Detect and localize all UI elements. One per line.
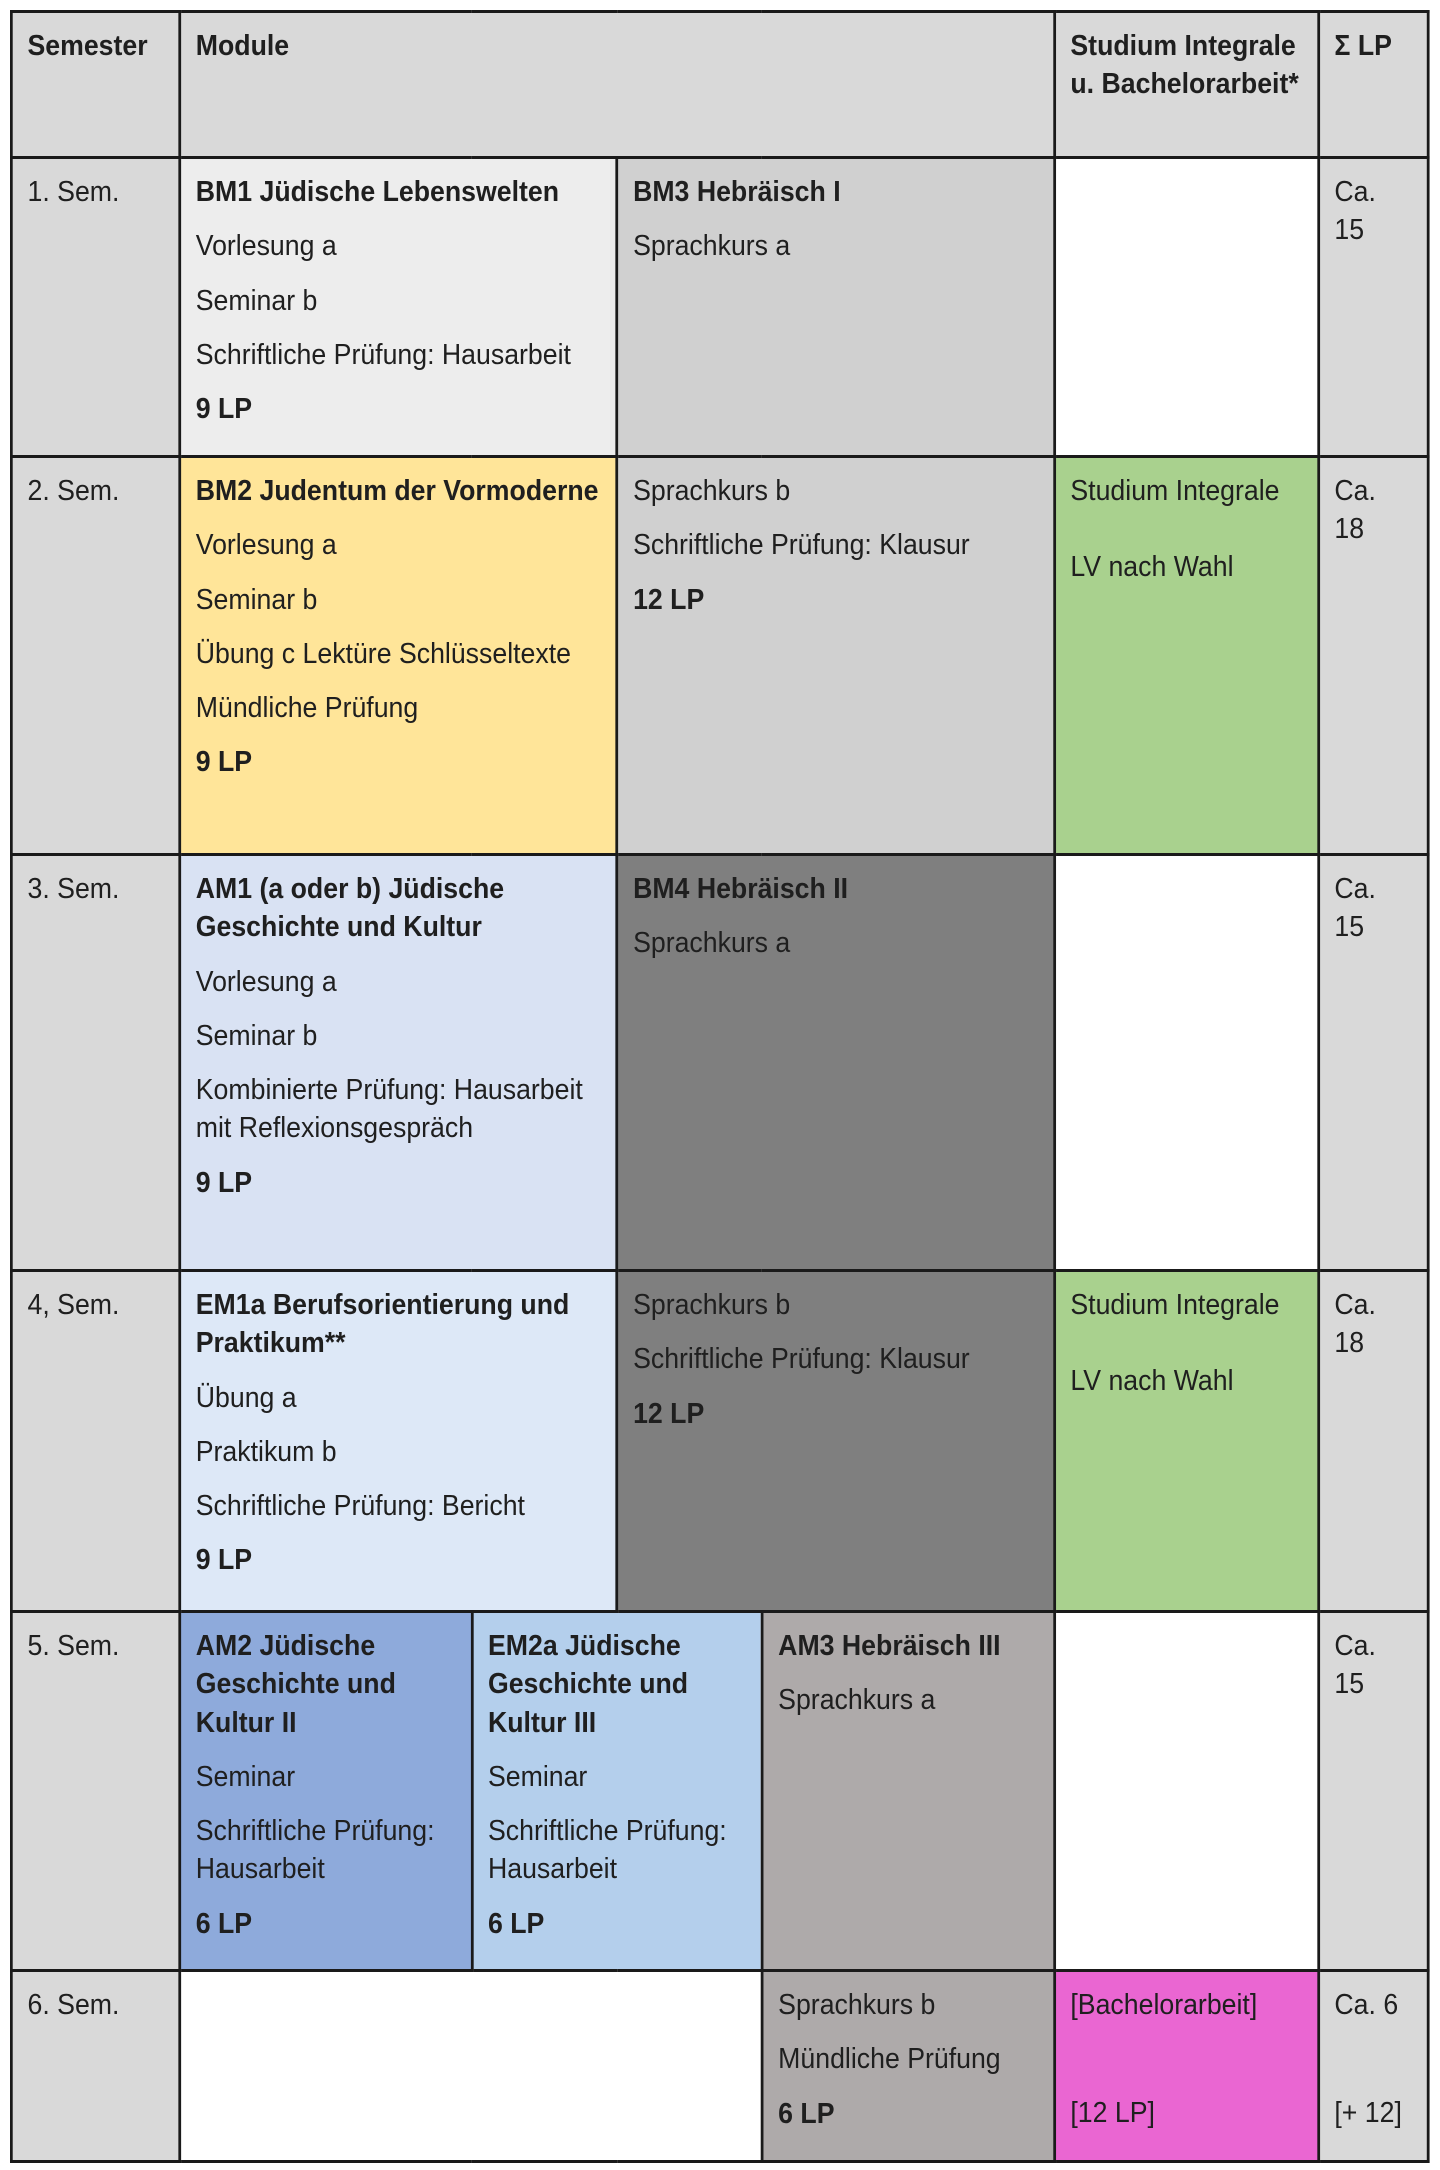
module-item: Sprachkurs b: [633, 1289, 791, 1321]
module-am3-cont: [762, 1971, 1054, 2162]
module-title: BM2 Judentum der Vormoderne: [195, 475, 599, 507]
studium-cell-empty: [1054, 1612, 1318, 1971]
module-item: Schriftliche Prüfung: Hausarbeit: [195, 338, 571, 371]
module-item: Praktikum b: [195, 1435, 337, 1468]
module-item: Sprachkurs a: [633, 927, 791, 960]
module-item: Seminar b: [195, 1019, 318, 1052]
study-plan-table: [10, 10, 1430, 2163]
header-sum: Σ LP: [1318, 12, 1428, 158]
module-item: Vorlesung a: [195, 965, 337, 998]
header-studium: Studium Integrale u. Bachelorarbeit*: [1054, 12, 1318, 158]
module-cell-empty: [180, 1971, 762, 2162]
module-item: Schriftliche Prüfung: Klausur: [633, 1343, 970, 1376]
module-lp: 9 LP: [195, 1166, 253, 1199]
module-item: Schriftliche Prüfung: Hausarbeit: [487, 1815, 727, 1886]
module-title: EM1a Berufsorientierung und Praktikum**: [195, 1289, 570, 1360]
module-lp: 9 LP: [195, 393, 253, 426]
module-item: Sprachkurs a: [778, 1684, 936, 1717]
module-bm3: [617, 158, 1054, 457]
module-title: EM2a Jüdische Geschichte und Kultur III: [487, 1630, 689, 1739]
studium-integrale-cell: Studium Integrale LV nach Wahl: [1054, 1271, 1318, 1612]
module-item: Seminar b: [195, 284, 318, 317]
module-title: BM1 Jüdische Lebenswelten: [195, 176, 559, 208]
studium-cell-empty: [1054, 158, 1318, 457]
table-row: [11, 1271, 1428, 1612]
module-lp: 12 LP: [633, 583, 705, 616]
semester-cell: 6. Sem.: [11, 1971, 179, 2162]
table-row: [11, 158, 1428, 457]
bachelorarbeit-cell: [Bachelorarbeit] [12 LP]: [1054, 1971, 1318, 2162]
module-item: Kombinierte Prüfung: Hausarbeit mit Reflexionsgespräch: [195, 1074, 583, 1145]
studium-integrale-cell: Studium Integrale LV nach Wahl: [1054, 457, 1318, 855]
module-lp: 9 LP: [195, 1544, 253, 1577]
module-am3: [762, 1612, 1054, 1971]
module-bm4-cont: [617, 1271, 1054, 1612]
sum-cell: Ca. 18: [1318, 457, 1428, 855]
module-title: BM3 Hebräisch I: [633, 176, 841, 208]
module-lp: 6 LP: [195, 1907, 253, 1940]
semester-cell: 5. Sem.: [11, 1612, 179, 1971]
module-bm2: [180, 457, 617, 855]
studium-cell-empty: [1054, 855, 1318, 1271]
module-bm1: [180, 158, 617, 457]
module-lp: 9 LP: [195, 746, 253, 779]
table-row: [11, 855, 1428, 1271]
header-semester: Semester: [11, 12, 179, 158]
module-title: AM1 (a oder b) Jüdische Geschichte und Kultur: [195, 873, 505, 944]
module-item: Seminar: [195, 1760, 296, 1793]
module-lp: 12 LP: [633, 1397, 705, 1430]
sum-cell: Ca. 15: [1318, 1612, 1428, 1971]
header-module: Module: [180, 12, 1055, 158]
module-item: Schriftliche Prüfung: Klausur: [633, 529, 970, 562]
module-item: Vorlesung a: [195, 230, 337, 263]
module-title: AM2 Jüdische Geschichte und Kultur II: [195, 1630, 396, 1739]
semester-cell: 4, Sem.: [11, 1271, 179, 1612]
study-plan: [10, 10, 1430, 2160]
module-item: Mündliche Prüfung: [195, 692, 419, 725]
module-item: Mündliche Prüfung: [778, 2043, 1001, 2076]
module-am1: [180, 855, 617, 1271]
module-am2: [180, 1612, 472, 1971]
module-bm3-cont: [617, 457, 1054, 855]
module-item: Vorlesung a: [195, 529, 337, 562]
sum-cell: Ca. 15: [1318, 158, 1428, 457]
module-item: Seminar b: [195, 583, 318, 616]
module-item: Seminar: [487, 1760, 588, 1793]
module-item: Schriftliche Prüfung: Hausarbeit: [195, 1815, 435, 1886]
module-item: Sprachkurs b: [633, 475, 791, 507]
table-row: [11, 457, 1428, 855]
module-item: Sprachkurs b: [778, 1989, 936, 2021]
module-title: AM3 Hebräisch III: [778, 1630, 1001, 1662]
header-row: [11, 12, 1428, 158]
sum-cell: Ca. 6 [+ 12]: [1318, 1971, 1428, 2162]
module-lp: 6 LP: [487, 1907, 545, 1940]
module-item: Übung a: [195, 1381, 297, 1414]
table-row: [11, 1971, 1428, 2162]
sum-cell: Ca. 15: [1318, 855, 1428, 1271]
semester-cell: 3. Sem.: [11, 855, 179, 1271]
semester-cell: 2. Sem.: [11, 457, 179, 855]
module-item: Schriftliche Prüfung: Bericht: [195, 1490, 525, 1523]
sum-cell: Ca. 18: [1318, 1271, 1428, 1612]
module-title: BM4 Hebräisch II: [633, 873, 849, 905]
module-lp: 6 LP: [778, 2097, 835, 2130]
module-item: Übung c Lektüre Schlüsseltexte: [195, 637, 571, 670]
table-row: [11, 1612, 1428, 1971]
semester-cell: 1. Sem.: [11, 158, 179, 457]
module-em2: [472, 1612, 762, 1971]
module-item: Sprachkurs a: [633, 230, 791, 263]
module-bm4: [617, 855, 1054, 1271]
module-em1: [180, 1271, 617, 1612]
